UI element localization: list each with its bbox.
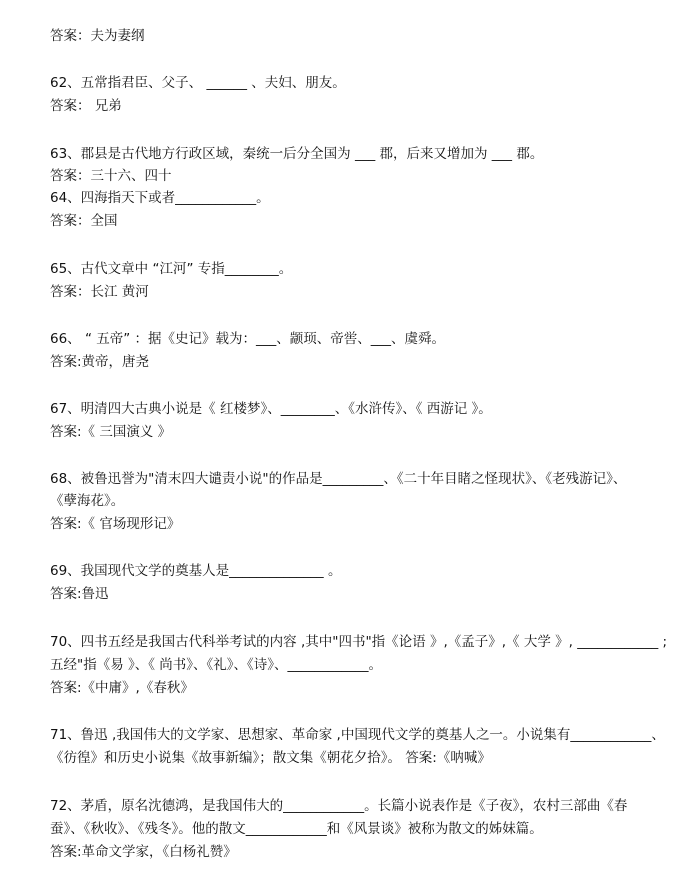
answer-65: 答案：长江 黄河 bbox=[50, 284, 149, 300]
question-65: 65、古代文章中 “江河” 专指________。 bbox=[50, 261, 293, 277]
question-72: 72、茅盾，原名沈德鸿，是我国伟大的____________。长篇小说表作是《子夜》，农村三部曲《春 bbox=[50, 798, 628, 814]
answer-72: 答案:革命文学家，《白杨礼赞》 bbox=[50, 844, 237, 860]
question-72-cont: 蚕》、《秋收》、《残冬》。他的散文____________和《风景谈》被称为散文的姊妹篇。 bbox=[50, 821, 543, 837]
answer-68: 答案:《 官场现形记》 bbox=[50, 516, 181, 532]
question-68: 68、被鲁迅誉为"清末四大谴责小说"的作品是_________、《二十年目睹之怪现状》、《老残游记》、 bbox=[50, 471, 627, 487]
question-67: 67、明清四大古典小说是《 红楼梦》、________、《水浒传》、《 西游记 》。 bbox=[50, 401, 492, 417]
question-66: 66、 “ 五帝” ：据《史记》载为：___、颛顼、帝喾、___、虞舜。 bbox=[50, 331, 446, 347]
question-71: 71、鲁迅 ,我国伟大的文学家、思想家、革命家 ,中国现代文学的奠基人之一。小说集有____________、 bbox=[50, 727, 665, 743]
answer-70: 答案:《中庸》,《春秋》 bbox=[50, 680, 194, 696]
answer-63: 答案：三十六、四十 bbox=[50, 168, 172, 184]
question-69: 69、我国现代文学的奠基人是______________ 。 bbox=[50, 563, 342, 579]
question-70-cont: 五经"指《易 》、《 尚书》、《礼》、《诗》、____________。 bbox=[50, 657, 383, 673]
answer-69: 答案:鲁迅 bbox=[50, 586, 109, 602]
answer-61: 答案：夫为妻纲 bbox=[50, 28, 145, 44]
answer-66: 答案:黄帝，唐尧 bbox=[50, 354, 150, 370]
question-70: 70、四书五经是我国古代科举考试的内容 ,其中"四书"指《论语 》,《孟子》,《 大学 》, ____________ ; bbox=[50, 634, 668, 650]
question-64: 64、四海指天下或者____________。 bbox=[50, 190, 270, 206]
question-63: 63、郡县是古代地方行政区域，秦统一后分全国为 ___ 郡，后来又增加为 ___ 郡。 bbox=[50, 146, 544, 162]
answer-62: 答案： 兄弟 bbox=[50, 98, 122, 114]
question-62: 62、五常指君臣、父子、 ______ 、夫妇、朋友。 bbox=[50, 75, 346, 91]
answer-67: 答案:《 三国演义 》 bbox=[50, 424, 172, 440]
answer-64: 答案：全国 bbox=[50, 213, 118, 229]
question-71-cont: 《彷徨》和历史小说集《故事新编》；散文集《朝花夕拾》。 答案:《呐喊》 bbox=[50, 750, 491, 766]
question-68-cont: 《孽海花》。 bbox=[50, 493, 125, 509]
